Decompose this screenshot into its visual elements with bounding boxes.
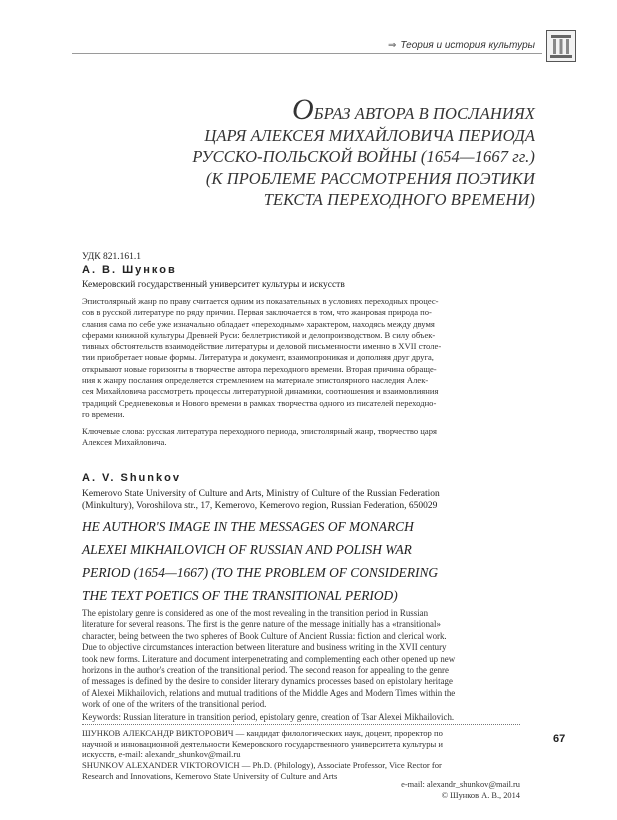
title-line-3: РУССКО-ПОЛЬСКОЙ ВОЙНЫ (1654—1667 гг.): [192, 147, 535, 166]
title-line-1: БРАЗ АВТОРА В ПОСЛАНИЯХ: [313, 104, 535, 123]
column-icon: [547, 31, 575, 61]
abstract-ru-line: тии приобретает новые формы. Литература и документ, взаимопроникая и дополняя друг друга,: [82, 352, 434, 363]
title-en-line: THE TEXT POETICS OF THE TRANSITIONAL PERIOD): [82, 588, 398, 603]
abstract-en-line: The epistolary genre is considered as one of the most revealing in the transition period in Russian: [82, 608, 429, 618]
section-label: [388, 40, 535, 51]
title-line-2: ЦАРЯ АЛЕКСЕЯ МИХАЙЛОВИЧА ПЕРИОДА: [204, 125, 535, 145]
author-name-ru: А. В. Шунков: [82, 264, 177, 276]
author-info: [82, 728, 522, 782]
article-title-en: [82, 515, 522, 607]
title-line-4: (К ПРОБЛЕМЕ РАССМОТРЕНИЯ ПОЭТИКИ: [205, 168, 535, 188]
abstract-ru-line: открывают новые горизонты в творчестве автора переходного времени. Вторая причина обраще-: [82, 363, 437, 374]
abstract-ru-line: Эпистолярный жанр по праву считается одним из показательных в условиях переходных процес-: [82, 296, 439, 306]
keywords-ru-line: Алексея Михайловича.: [82, 437, 167, 448]
abstract-en-line: horizons in the author's creation of the transitional period. The second reason for appealing to the genre: [82, 665, 449, 676]
author-info-line: искусств, e-mail: alexandr_shunkov@mail.ru: [82, 749, 241, 760]
author-info-line: SHUNKOV ALEXANDER VIKTOROVICH — Ph.D. (Philology), Associate Professor, Vice Rector for: [82, 760, 442, 771]
copyright: © Шунков А. В., 2014: [441, 791, 520, 800]
title-en-line: PERIOD (1654—1667) (TO THE PROBLEM OF CONSIDERING: [82, 565, 439, 580]
author-name-en: A. V. Shunkov: [82, 472, 181, 484]
header-rule: [72, 53, 542, 54]
footer-rule: [82, 724, 520, 725]
abstract-en-line: literature for several reasons. The first is the genre nature of the message initially has a «transitional»: [82, 619, 441, 630]
affiliation-ru: Кемеровский государственный университет культуры и искусств: [82, 280, 345, 290]
abstract-ru-line: традиций Средневековья и Нового времени в рамках творчества одного из писателей переходно-: [82, 397, 437, 408]
keywords-en: Keywords: Russian literature in transition period, epistolary genre, creation of Tsar Alexei Mikhailovich.: [82, 712, 455, 722]
abstract-ru: [82, 296, 520, 420]
arrow-icon: ⇒: [388, 40, 397, 51]
abstract-en-line: Due to objective circumstances interaction between literature and business writing in the XVII century: [82, 642, 447, 653]
keywords-ru-line: Ключевые слова: русская литература переходного периода, эпистолярный жанр, творчество царя: [82, 426, 437, 436]
author-info-line: научной и инновационной деятельности Кемеровского государственного университета культуры и: [82, 738, 444, 749]
keywords-ru: [82, 426, 520, 449]
abstract-ru-line: сферами книжной культуры Древней Руси: беллетристикой и делопроизводством. В силу объек-: [82, 329, 436, 340]
affiliation-en: [82, 488, 520, 512]
abstract-en-line: took new forms. Literature and document interpenetrating and complementing each other opened up new: [82, 653, 456, 664]
abstract-ru-line: сея Михайловича рассмотреть процессы литературной динамики, соотношения и взаимовлияния: [82, 386, 439, 397]
journal-logo: [546, 30, 576, 62]
abstract-en-line: of messages is defined by the desire to consider literary dynamics processes based on epistolary heritage: [82, 676, 453, 687]
abstract-ru-line: го времени.: [82, 408, 125, 419]
abstract-en-line: character, being between the two spheres of Book Culture of Ancient Russia: fiction and clerical work.: [82, 630, 447, 641]
article-title-ru: [130, 93, 535, 211]
abstract-ru-line: слания сама по себе уже изначально обладает «переходным» характером, находясь между двумя: [82, 318, 435, 329]
author-info-line: Research and Innovations, Kemerovo State University of Culture and Arts: [82, 770, 338, 781]
section-title: Теория и история культуры: [400, 40, 535, 51]
title-line-5: ТЕКСТА ПЕРЕХОДНОГО ВРЕМЕНИ): [263, 190, 535, 209]
affiliation-en-line: (Minkultury), Voroshilova str., 17, Kemerovo, Kemerovo region, Russian Federation, 650029: [82, 501, 438, 511]
email-address: e-mail: alexandr_shunkov@mail.ru: [401, 780, 520, 789]
abstract-ru-line: сов в русской литературе по ряду причин. Первая заключается в том, что жанровая природа по-: [82, 307, 432, 318]
title-initial: О: [292, 93, 314, 126]
author-info-line: ШУНКОВ АЛЕКСАНДР ВИКТОРОВИЧ — кандидат филологических наук, доцент, проректор по: [82, 728, 443, 738]
udk-code: УДК 821.161.1: [82, 252, 141, 262]
abstract-en-line: work of one of the writers of the transitional period.: [82, 699, 267, 710]
abstract-en-line: of Alexei Mikhailovich, relations and mutual traditions of the Middle Ages and Modern Times within the: [82, 687, 456, 698]
title-en-line: HE AUTHOR'S IMAGE IN THE MESSAGES OF MONARCH: [82, 519, 414, 534]
title-en-line: ALEXEI MIKHAILOVICH OF RUSSIAN AND POLISH WAR: [82, 542, 412, 557]
abstract-ru-line: тивных обстоятельств взаимодействие литературы и деловой письменности именно в XVII столе-: [82, 341, 442, 352]
abstract-ru-line: ния к жанру послания определяется стремлением на материале эпистолярного наследия Алек-: [82, 375, 429, 386]
affiliation-en-line: Kemerovo State University of Culture and Arts, Ministry of Culture of the Russian Federation: [82, 489, 440, 499]
abstract-en: [82, 608, 520, 711]
page-number: 67: [553, 733, 566, 745]
